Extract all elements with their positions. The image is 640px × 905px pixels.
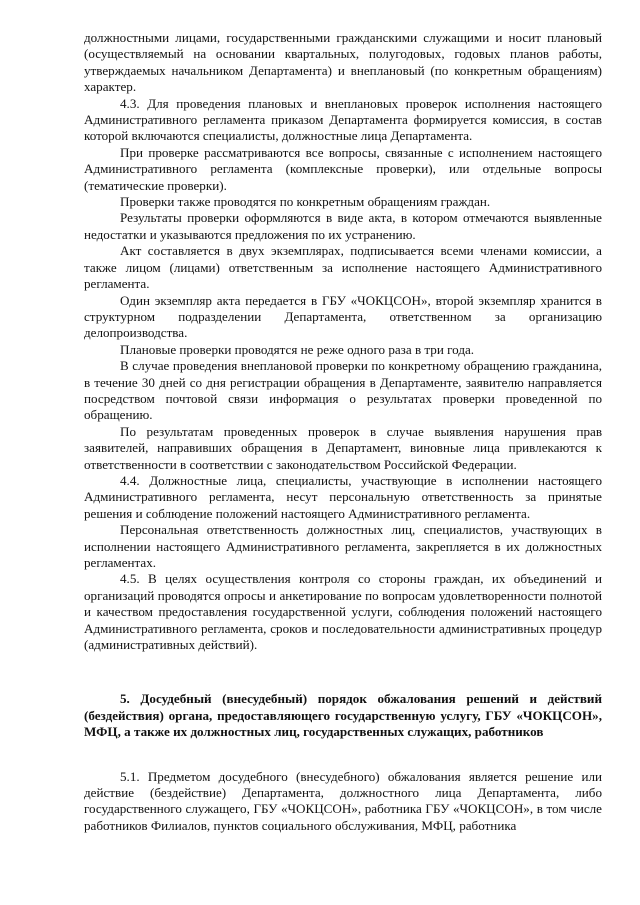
paragraph: 4.5. В целях осуществления контроля со стороны граждан, их объединений и организаций проводятся опросы и анкетирование по вопросам удовлетворенности полнотой и качеством предоставления государственной услуги, соблюдения положений настоящего Административного регламента, сроков и последовательности административных процедур (административных действий). [84,571,602,653]
paragraph: 4.4. Должностные лица, специалисты, участвующие в исполнении настоящего Административного регламента, несут персональную ответственность за принятые решения и соблюдение положений настоящего Административного регламента. [84,472,602,521]
body-text-top [84,30,602,653]
body-text-bottom [84,769,602,835]
paragraph: Плановые проверки проводятся не реже одного раза в три года. [120,341,475,357]
paragraph: Проверки также проводятся по конкретным обращениям граждан. [120,194,491,210]
paragraph: Акт составляется в двух экземплярах, подписывается всеми членами комиссии, а также лицом (лицами) ответственным за исполнение настоящего Административного регламента. [84,243,602,292]
paragraph: должностными лицами, государственными гражданскими служащими и носит плановый (осуществляемый на основании квартальных, полугодовых, годовых планов работы, утверждаемых начальником Департамента) и внеплановый (по конкретным обращениям) характер. [84,30,602,95]
paragraph: 5.1. Предметом досудебного (внесудебного) обжалования является решение или действие (бездействие) Департамента, должностного лица Департамента, либо государственного служащего, ГБУ «ЧОКЦСОН», работника ГБУ «ЧОКЦСОН», в том числе работников Филиалов, пунктов социального обслуживания, МФЦ, работника [84,768,602,833]
paragraph: По результатам проведенных проверок в случае выявления нарушения прав заявителей, направивших обращения в Департамент, виновные лица привлекаются к ответственности в соответствии с законодательством Российской Федерации. [84,423,602,472]
paragraph: 4.3. Для проведения плановых и внеплановых проверок исполнения настоящего Административного регламента приказом Департамента формируется комиссия, в состав которой включаются специалисты, должностные лица Департамента. [84,95,602,144]
paragraph: Персональная ответственность должностных лиц, специалистов, участвующих в исполнении настоящего Административного регламента, закрепляется в их должностных регламентах. [84,522,602,570]
paragraph: При проверке рассматриваются все вопросы, связанные с исполнением настоящего Административного регламента (комплексные проверки), или отдельные вопросы (тематические проверки). [84,144,602,193]
section-heading: 5. Досудебный (внесудебный) порядок обжалования решений и действий (бездействия) органа, предоставляющего государственную услугу, ГБУ «ЧОКЦСОН», МФЦ, а также их должностных лиц, государственных служащих, работников [84,691,602,740]
paragraph: Один экземпляр акта передается в ГБУ «ЧОКЦСОН», второй экземпляр хранится в структурном подразделении Департамента, ответственном за организацию делопроизводства. [84,292,602,341]
paragraph: Результаты проверки оформляются в виде акта, в котором отмечаются выявленные недостатки и указываются предложения по их устранению. [84,210,602,242]
paragraph: В случае проведения внеплановой проверки по конкретному обращению гражданина, в течение 30 дней со дня регистрации обращения в Департаменте, заявителю направляется посредством почтовой связи информация о результатах проверки проведенной по обращению. [84,358,602,423]
